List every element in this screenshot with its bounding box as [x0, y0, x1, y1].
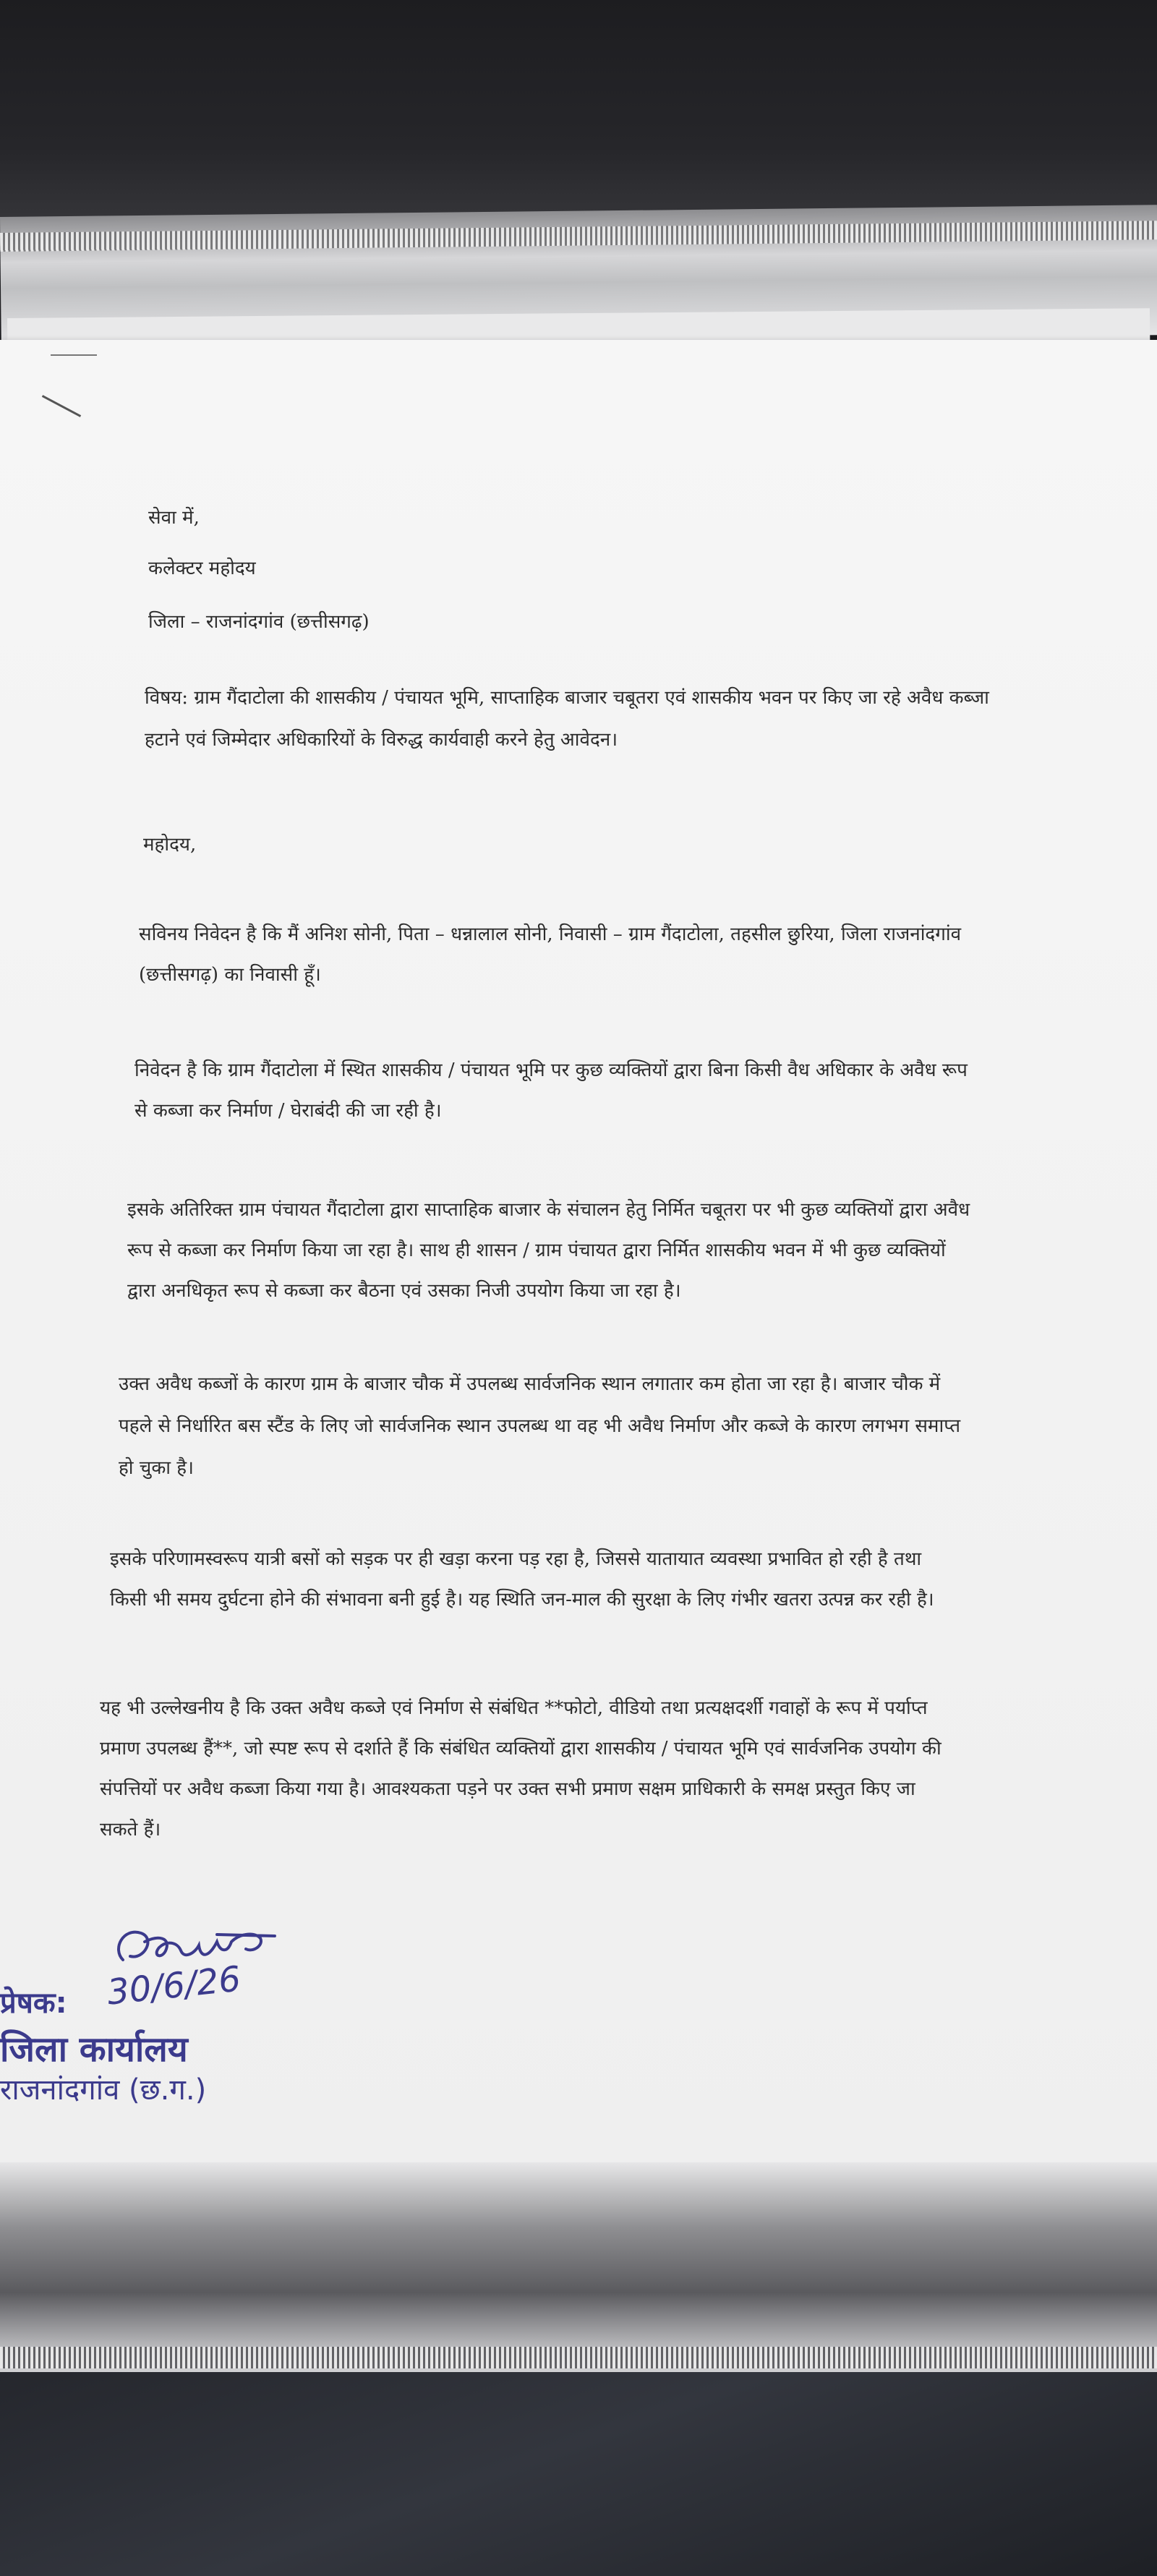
paragraph-line: प्रमाण उपलब्ध हैं**, जो स्पष्ट रूप से दर्शाते हैं कि संबंधित व्यक्तियों द्वारा शासकीय / पंचायत भूमि एवं सार्वजनिक उपयोग की — [100, 1738, 942, 1760]
subject-block — [145, 677, 1157, 761]
salutation-to: सेवा में, — [148, 507, 200, 529]
paragraph-line: उक्त अवैध कब्जों के कारण ग्राम के बाजार चौक में उपलब्ध सार्वजनिक स्थान लगातार कम होता जा रहा है। बाजार चौक में — [119, 1373, 941, 1395]
subject-line: हटाने एवं जिम्मेदार अधिकारियों के विरुद्ध कार्यवाही करने हेतु आवेदन। — [145, 729, 618, 751]
paragraph-line: पहले से निर्धारित बस स्टैंड के लिए जो सार्वजनिक स्थान उपलब्ध था वह भी अवैध निर्माण और कब्जे के कारण लगभग समाप्त — [119, 1415, 961, 1437]
paragraph-line: द्वारा अनधिकृत रूप से कब्जा कर बैठना एवं उसका निजी उपयोग किया जा रहा है। — [127, 1280, 681, 1302]
paragraph-line: किसी भी समय दुर्घटना होने की संभावना बनी हुई है। यह स्थिति जन-माल की सुरक्षा के लिए गंभीर खतरा उत्पन्न कर रही है। — [110, 1589, 934, 1611]
greeting: महोदय, — [143, 834, 197, 856]
paragraph-line: यह भी उल्लेखनीय है कि उक्त अवैध कब्जे एवं निर्माण से संबंधित **फोटो, वीडियो तथा प्रत्यक्षदर्शी गवाहों के रूप में पर्याप्त — [100, 1697, 928, 1719]
paragraph-encroachment — [135, 1050, 1147, 1131]
fabric-background — [0, 2372, 1157, 2576]
paragraph-evidence — [100, 1688, 1112, 1850]
addressee: कलेक्टर महोदय — [148, 558, 256, 579]
stamp-sender-label: प्रेषक: — [0, 1987, 67, 2020]
paragraph-line: इसके अतिरिक्त ग्राम पंचायत गैंदाटोला द्वारा साप्ताहिक बाजार के संचालन हेतु निर्मित चबूतरा पर भी कुछ व्यक्तियों द्वारा अवैध — [127, 1199, 970, 1221]
paragraph-introduction — [139, 914, 1151, 995]
endorsement-date: 30/6/26 — [105, 1958, 243, 2013]
sleeve-perforation-bottom — [0, 2347, 1157, 2368]
paragraph-line: इसके परिणामस्वरूप यात्री बसों को सड़क पर ही खड़ा करना पड़ रहा है, जिससे यातायात व्यवस्था प्रभावित हो रही है तथा — [110, 1548, 922, 1570]
stamp-office: जिला कार्यालय — [0, 2029, 188, 2070]
paragraph-line: सकते हैं। — [100, 1819, 161, 1841]
paragraph-bus-stand — [119, 1363, 1131, 1489]
paragraph-line: हो चुका है। — [119, 1457, 194, 1479]
paragraph-traffic-risk — [110, 1539, 1122, 1620]
district-line: जिला – राजनांदगांव (छत्तीसगढ़) — [148, 611, 370, 633]
paragraph-line: सविनय निवेदन है कि मैं अनिश सोनी, पिता – धन्नालाल सोनी, निवासी – ग्राम गैंदाटोला, तहसील छुरिया, जिला राजनांदगांव — [139, 924, 962, 945]
paragraph-line: निवेदन है कि ग्राम गैंदाटोला में स्थित शासकीय / पंचायत भूमि पर कुछ व्यक्तियों द्वारा बिना किसी वैध अधिकार के अवैध रूप — [135, 1059, 968, 1081]
paragraph-line: (छत्तीसगढ़) का निवासी हूँ। — [139, 964, 321, 986]
paragraph-market-platform — [127, 1190, 1140, 1311]
paragraph-line: से कब्जा कर निर्माण / घेराबंदी की जा रही है। — [135, 1100, 442, 1122]
paper-mark — [51, 354, 97, 356]
subject-line: विषय: ग्राम गैंदाटोला की शासकीय / पंचायत भूमि, साप्ताहिक बाजार चबूतरा एवं शासकीय भवन पर किए जा रहे अवैध कब्जा — [145, 687, 989, 709]
stamp-place: राजनांदगांव (छ.ग.) — [0, 2073, 207, 2107]
paragraph-line: रूप से कब्जा कर निर्माण किया जा रहा है। साथ ही शासन / ग्राम पंचायत द्वारा निर्मित शासकीय भवन में भी कुछ व्यक्तियों — [127, 1240, 946, 1261]
paragraph-line: संपत्तियों पर अवैध कब्जा किया गया है। आवश्यकता पड़ने पर उक्त सभी प्रमाण सक्षम प्राधिकारी के समक्ष प्रस्तुत किए जा — [100, 1778, 915, 1800]
